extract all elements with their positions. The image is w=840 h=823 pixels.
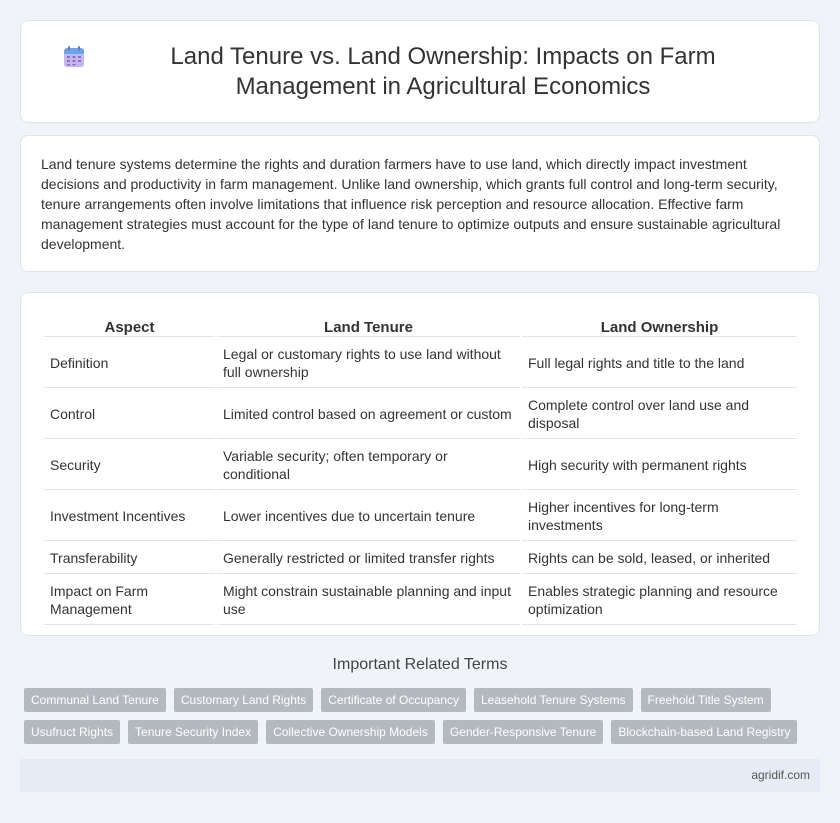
table-cell-aspect: Impact on Farm Management xyxy=(44,576,215,625)
header-land-ownership: Land Ownership xyxy=(522,315,797,337)
table-cell-ownership: Complete control over land use and disposal xyxy=(522,390,797,439)
table-cell-tenure: Lower incentives due to uncertain tenure xyxy=(217,492,520,541)
title-wrap xyxy=(61,42,779,102)
header-land-tenure: Land Tenure xyxy=(217,315,520,337)
calendar-icon xyxy=(61,44,87,70)
header-card xyxy=(20,20,820,123)
table-cell-aspect: Transferability xyxy=(44,543,215,574)
tag-communal-land-tenure[interactable]: Communal Land Tenure xyxy=(24,688,166,712)
table-header-row xyxy=(44,315,797,337)
table-cell-tenure: Might constrain sustainable planning and input use xyxy=(217,576,520,625)
table-cell-tenure: Variable security; often temporary or conditional xyxy=(217,441,520,490)
tag-usufruct-rights[interactable]: Usufruct Rights xyxy=(24,720,120,744)
table-cell-tenure: Generally restricted or limited transfer rights xyxy=(217,543,520,574)
table-cell-aspect: Definition xyxy=(44,339,215,388)
related-terms-title: Important Related Terms xyxy=(332,656,508,673)
intro-paragraph: Land tenure systems determine the rights and duration farmers have to use land, which directly impact investment decisions and productivity in farm management. Unlike land ownership, which grants full control and long-term security, tenure arrangements often involve limitations that influence risk perception and resource allocation. Effective farm management strategies must account for the type of land tenure to optimize outputs and ensure sustainable agricultural development. xyxy=(41,156,781,252)
tag-row xyxy=(24,720,824,744)
table-cell-ownership: Enables strategic planning and resource optimization xyxy=(522,576,797,625)
table-cell-aspect: Security xyxy=(44,441,215,490)
footer xyxy=(20,759,820,792)
table-cell-ownership: Rights can be sold, leased, or inherited xyxy=(522,543,797,574)
tag-gender-responsive-tenure[interactable]: Gender-Responsive Tenure xyxy=(443,720,604,744)
table-row xyxy=(44,492,797,541)
table-row xyxy=(44,339,797,388)
tag-leasehold-tenure-systems[interactable]: Leasehold Tenure Systems xyxy=(474,688,633,712)
comparison-table-card xyxy=(20,292,820,636)
table-cell-tenure: Limited control based on agreement or custom xyxy=(217,390,520,439)
tag-row xyxy=(24,688,824,712)
table-cell-ownership: Full legal rights and title to the land xyxy=(522,339,797,388)
table-row xyxy=(44,441,797,490)
tag-collective-ownership-models[interactable]: Collective Ownership Models xyxy=(266,720,435,744)
table-row xyxy=(44,390,797,439)
table-cell-ownership: High security with permanent rights xyxy=(522,441,797,490)
intro-card xyxy=(20,135,820,272)
table-row xyxy=(44,543,797,574)
table-cell-aspect: Control xyxy=(44,390,215,439)
tag-tenure-security-index[interactable]: Tenure Security Index xyxy=(128,720,258,744)
page-title: Land Tenure vs. Land Ownership: Impacts on Farm Management in Agricultural Economics xyxy=(170,42,716,100)
table-cell-tenure: Legal or customary rights to use land without full ownership xyxy=(217,339,520,388)
related-terms-tags xyxy=(24,688,824,752)
table-row xyxy=(44,576,797,625)
table-cell-aspect: Investment Incentives xyxy=(44,492,215,541)
footer-site-link[interactable]: agridif.com xyxy=(751,768,810,782)
header-aspect: Aspect xyxy=(44,315,215,337)
table-cell-ownership: Higher incentives for long-term investments xyxy=(522,492,797,541)
tag-blockchain-land-registry[interactable]: Blockchain-based Land Registry xyxy=(611,720,797,744)
tag-customary-land-rights[interactable]: Customary Land Rights xyxy=(174,688,313,712)
tag-freehold-title-system[interactable]: Freehold Title System xyxy=(641,688,771,712)
comparison-table xyxy=(42,313,799,627)
tag-certificate-of-occupancy[interactable]: Certificate of Occupancy xyxy=(321,688,466,712)
